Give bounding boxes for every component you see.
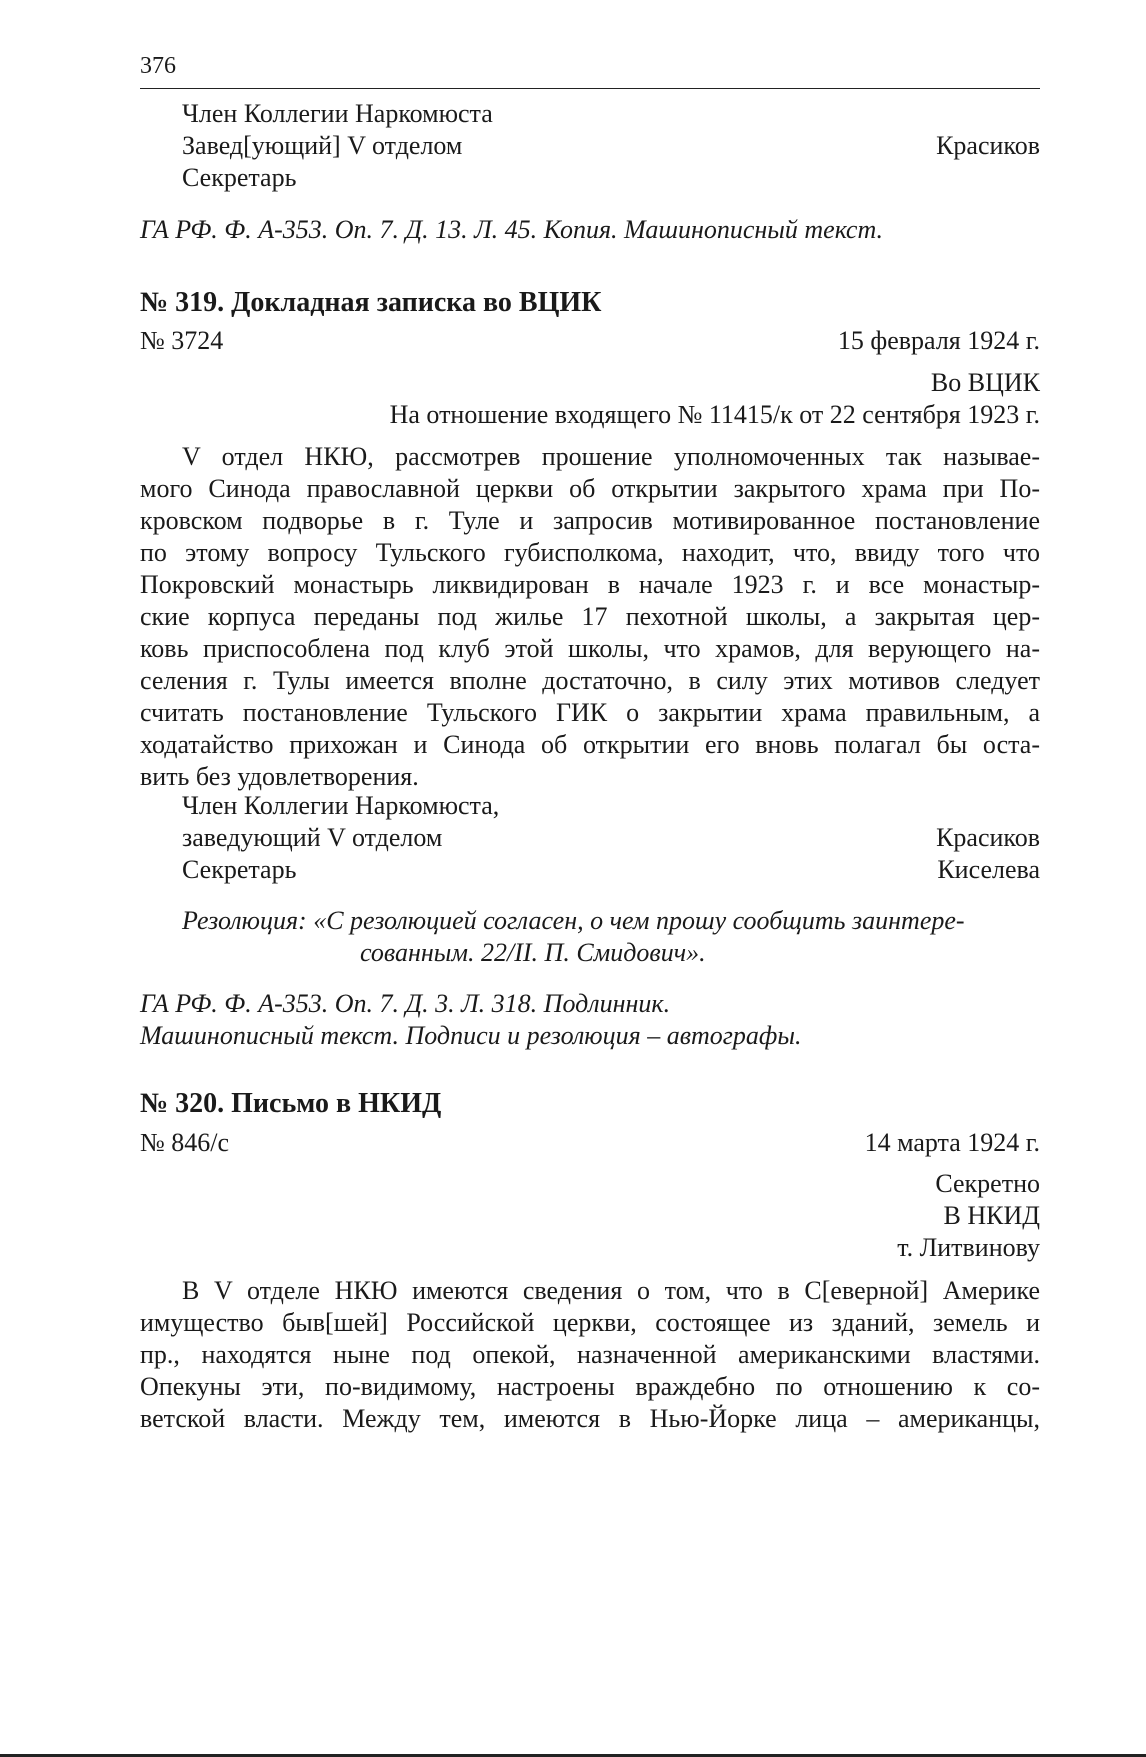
signature-line: Завед[ующий] V отделом [182,131,463,160]
doc-319-heading: № 319. Докладная записка во ВЦИК [140,287,602,318]
body-line: Опекуны эти, по-видимому, настроены враждебно по отношению к со- [140,1372,1040,1401]
signature-line: заведующий V отделом [182,823,443,852]
doc-320-body [140,1275,1040,1435]
body-line: вить без удовлетворения. [140,762,419,791]
body-line: считать постановление Тульского ГИК о закрытии храма правильным, а [140,698,1040,727]
header-rule [140,88,1040,89]
doc-320-heading: № 320. Письмо в НКИД [140,1088,442,1119]
signature-name: Красиков [936,823,1040,852]
doc-320-number: № 846/с [140,1128,230,1157]
body-line: мого Синода православной церкви об открытии закрытого храма при По- [140,474,1040,503]
doc-320-addressee: В НКИД [943,1201,1040,1230]
body-line: Покровский монастырь ликвидирован в начале 1923 г. и все монастыр- [140,570,1040,599]
archive-reference-1: ГА РФ. Ф. А-353. Оп. 7. Д. 13. Л. 45. Копия. Машинописный текст. [140,215,884,244]
doc-319-number: № 3724 [140,326,224,355]
signature-line: Секретарь [182,163,297,192]
body-line: по этому вопросу Тульского губисполкома, находит, что, ввиду того что [140,538,1040,567]
doc-319-meta [140,325,1040,357]
signature-name: Киселева [937,855,1040,884]
body-line: В V отделе НКЮ имеются сведения о том, что в С[еверной] Америке [182,1276,1040,1305]
signature-name: Красиков [936,131,1040,160]
doc-320-meta [140,1127,1040,1159]
body-line: кровском подворье в г. Туле и запросив мотивированное постановление [140,506,1040,535]
resolution-line: Резолюция: «С резолюцией согласен, о чем прошу сообщить заинтере- [182,906,965,935]
page-number: 376 [140,53,176,79]
body-line: ветской власти. Между тем, имеются в Нью-Йорке лица – американцы, [140,1404,1040,1433]
body-line: ские корпуса переданы под жилье 17 пехотной школы, а закрытая цер- [140,602,1040,631]
signature-line: Член Коллегии Наркомюста, [182,791,500,820]
doc-320-secrecy: Секретно [935,1169,1040,1198]
doc-319-reference: На отношение входящего № 11415/к от 22 сентября 1923 г. [389,400,1040,429]
body-line: V отдел НКЮ, рассмотрев прошение уполномоченных так называе- [182,442,1040,471]
doc-319-archive [140,988,1040,1052]
archive-line: ГА РФ. Ф. А-353. Оп. 7. Д. 3. Л. 318. Подлинник. [140,989,671,1018]
doc-319-addressee: Во ВЦИК [930,368,1040,397]
body-line: селения г. Тулы имеется вполне достаточно, в силу этих мотивов следует [140,666,1040,695]
top-signature-block [140,98,1040,194]
body-line: пр., находятся ныне под опекой, назначенной американскими властями. [140,1340,1040,1369]
resolution-line: сованным. 22/II. П. Смидович». [360,938,706,967]
body-line: ковь приспособлена под клуб этой школы, что храмов, для верующего на- [140,634,1040,663]
archive-line: Машинописный текст. Подписи и резолюция – автографы. [140,1021,802,1050]
signature-line: Член Коллегии Наркомюста [182,99,493,128]
doc-319-body [140,441,1040,793]
doc-319-resolution [140,905,1082,969]
signature-line: Секретарь [182,855,297,884]
doc-319-signature [140,790,1040,886]
doc-320-date: 14 марта 1924 г. [864,1128,1040,1157]
doc-320-recipient: т. Литвинову [897,1233,1040,1262]
body-line: имущество быв[шей] Российской церкви, состоящее из зданий, земель и [140,1308,1040,1337]
body-line: ходатайство прихожан и Синода об открытии его вновь полагал бы оста- [140,730,1040,759]
doc-319-date: 15 февраля 1924 г. [837,326,1040,355]
